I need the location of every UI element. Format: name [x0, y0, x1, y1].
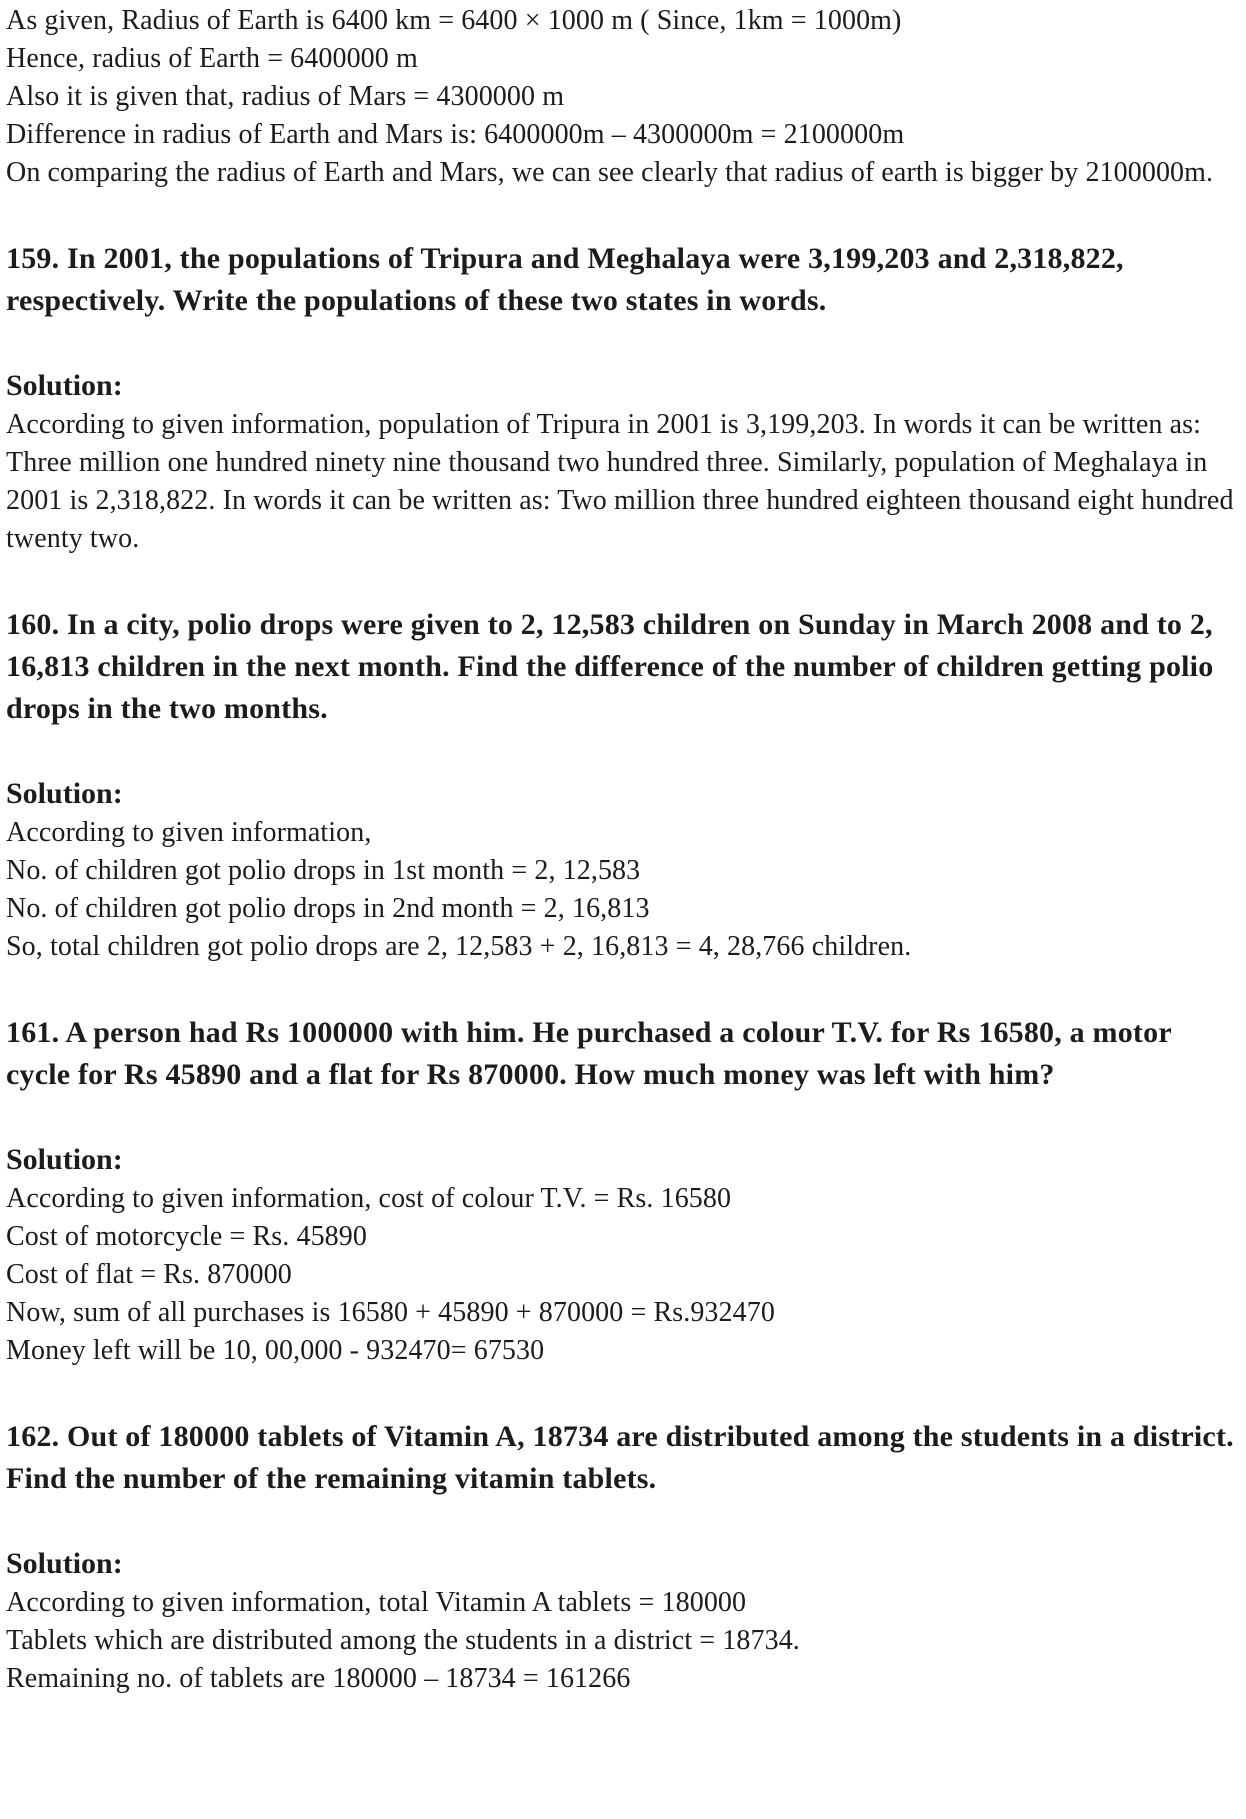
solution-line: So, total children got polio drops are 2, 12,583 + 2, 16,813 = 4, 28,766 children.	[6, 931, 912, 962]
intro-paragraph: On comparing the radius of Earth and Mars, we can see clearly that radius of earth is bigger by 2100000m.	[6, 157, 1214, 188]
solution-line: Cost of flat = Rs. 870000	[6, 1259, 292, 1290]
section-question-160	[6, 604, 1238, 966]
solution-line: According to given information,	[6, 817, 372, 848]
solution-line: According to given information, total Vitamin A tablets = 180000	[6, 1587, 747, 1618]
section-question-162	[6, 1416, 1238, 1698]
solution-body-162	[6, 1584, 1238, 1698]
solution-line: According to given information, cost of colour T.V. = Rs. 16580	[6, 1183, 732, 1214]
solution-label-159: Solution:	[6, 369, 123, 402]
solution-label-161: Solution:	[6, 1143, 123, 1176]
question-heading-162: 162. Out of 180000 tablets of Vitamin A, 18734 are distributed among the students in a district. Find the number of the remaining vitamin tablets.	[6, 1420, 1234, 1495]
solution-line: No. of children got polio drops in 1st month = 2, 12,583	[6, 855, 641, 886]
solution-body-161	[6, 1180, 1238, 1370]
solution-line: Money left will be 10, 00,000 - 932470= 67530	[6, 1335, 545, 1366]
solution-line: Tablets which are distributed among the students in a district = 18734.	[6, 1625, 800, 1656]
section-question-161	[6, 1012, 1238, 1370]
question-heading-161: 161. A person had Rs 1000000 with him. He purchased a colour T.V. for Rs 16580, a motor cycle for Rs 45890 and a flat for Rs 870000. How much money was left with him?	[6, 1016, 1172, 1091]
solution-body-160	[6, 814, 1238, 966]
solution-line: Remaining no. of tablets are 180000 – 18734 = 161266	[6, 1663, 631, 1694]
solution-line: According to given information, population of Tripura in 2001 is 3,199,203. In words it can be written as: Three million one hundred ninety nine thousand two hundred three. Similarly, population of Meghalaya in 2001 is 2,318,822. In words it can be written as: Two million three hundred eighteen thousand eight hundred twenty two.	[6, 409, 1234, 554]
solution-line: Now, sum of all purchases is 16580 + 45890 + 870000 = Rs.932470	[6, 1297, 775, 1328]
intro-paragraph: Also it is given that, radius of Mars = 4300000 m	[6, 81, 565, 112]
intro-paragraph: Difference in radius of Earth and Mars is: 6400000m – 4300000m = 2100000m	[6, 119, 905, 150]
intro-paragraph: Hence, radius of Earth = 6400000 m	[6, 43, 418, 74]
question-heading-159: 159. In 2001, the populations of Tripura and Meghalaya were 3,199,203 and 2,318,822, respectively. Write the populations of these two states in words.	[6, 242, 1124, 317]
section-question-159	[6, 238, 1238, 558]
solution-label-162: Solution:	[6, 1547, 123, 1580]
intro-paragraph: As given, Radius of Earth is 6400 km = 6400 × 1000 m ( Since, 1km = 1000m)	[6, 5, 902, 36]
question-heading-160: 160. In a city, polio drops were given to 2, 12,583 children on Sunday in March 2008 and to 2, 16,813 children in the next month. Find the difference of the number of children getting polio drops in the two months.	[6, 608, 1214, 725]
solution-line: Cost of motorcycle = Rs. 45890	[6, 1221, 367, 1252]
solution-line: No. of children got polio drops in 2nd month = 2, 16,813	[6, 893, 650, 924]
intro-block	[6, 2, 1238, 192]
solution-body-159	[6, 406, 1238, 558]
solution-label-160: Solution:	[6, 777, 123, 810]
